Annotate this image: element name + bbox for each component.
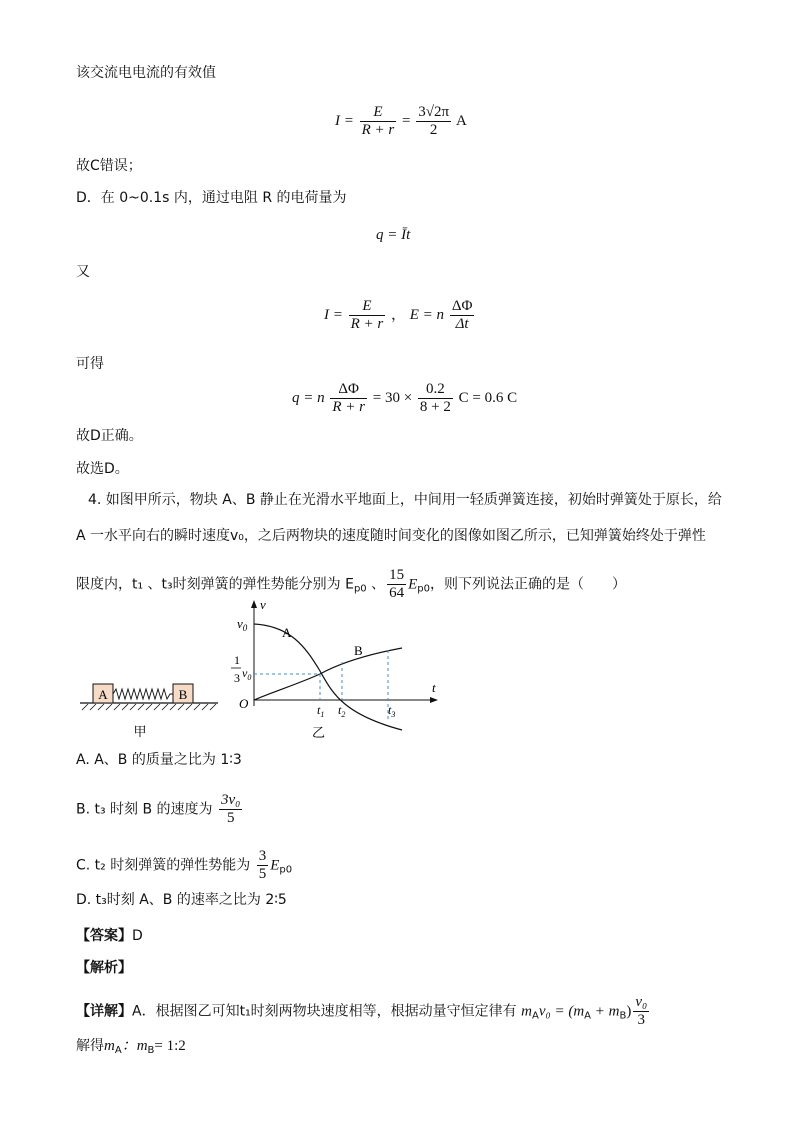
denominator: 64 — [389, 585, 405, 601]
numerator: 3 — [258, 848, 267, 864]
numerator: 0.2 — [418, 381, 453, 399]
fraction — [219, 792, 242, 827]
detail-label: 【详解】 — [76, 1003, 132, 1020]
v0-label: $v_0$ — [237, 616, 248, 633]
analysis-label: 【解析】 — [76, 960, 132, 976]
subscript: p0 — [279, 864, 293, 876]
eq-part: ) — [626, 1003, 632, 1020]
eq-lhs: I = — [324, 306, 343, 323]
result-text: 解得 — [76, 1038, 104, 1054]
eq-part: m — [104, 1038, 115, 1054]
option-c — [76, 848, 292, 883]
text-line: 故D正确。 — [76, 428, 143, 444]
t1-label: $t_1$ — [317, 703, 325, 719]
denominator: 8 + 2 — [419, 399, 451, 415]
denominator: R + r — [361, 122, 395, 138]
eq-lhs: q = n — [292, 389, 325, 406]
answer-value: D — [132, 928, 143, 944]
numerator: 3√2π — [418, 104, 450, 120]
equation-charge: q = Īt — [376, 227, 411, 243]
option-text: C. t₂ 时刻弹簧的弹性势能为 — [76, 857, 251, 874]
eq-part: + m — [591, 1003, 620, 1020]
answer-line — [76, 926, 143, 946]
option-a: A. A、B 的质量之比为 1∶3 — [76, 752, 242, 768]
block-a-label: A — [98, 687, 108, 702]
option-d: D. t₃时刻 A、B 的速率之比为 2∶5 — [76, 892, 287, 908]
text-segment: 限度内，t₁ 、t₃时刻弹簧的弹性势能分别为 E — [76, 576, 354, 593]
subscript: p0 — [353, 583, 367, 595]
numerator: 3v₀ — [221, 792, 241, 808]
numerator: ΔΦ — [451, 298, 473, 314]
denominator: 5 — [258, 866, 267, 882]
denominator: 2 — [429, 122, 438, 138]
detail-text: A．根据图乙可知t₁时刻两物块速度相等，根据动量守恒定律有 — [132, 1003, 517, 1020]
curve-b — [254, 648, 402, 700]
result-line — [76, 1036, 186, 1061]
denominator: R + r — [332, 399, 365, 415]
eq-part: ：m — [121, 1038, 148, 1054]
t-axis-arrow — [430, 697, 438, 703]
text-line: 又 — [76, 264, 90, 280]
numerator: E — [360, 104, 397, 122]
answer-label: 【答案】 — [76, 928, 132, 944]
equation-average — [324, 298, 476, 333]
eq-sign: = — [402, 112, 411, 129]
eq-lhs: I = — [335, 112, 354, 129]
eq-part: v₀ = (m — [538, 1003, 585, 1020]
fraction — [450, 298, 475, 333]
axis-t-label: t — [432, 680, 436, 695]
figure-diagram — [70, 596, 450, 746]
subscript: B — [619, 1010, 627, 1022]
text-line: 故选D。 — [76, 461, 129, 477]
block-b-label: B — [178, 687, 188, 702]
unit: A — [455, 112, 467, 129]
one-third-den: 3 — [234, 671, 240, 685]
eq-lhs: E = n — [409, 306, 445, 323]
numerator: 15 — [389, 567, 405, 583]
fraction — [418, 381, 453, 416]
option-text: E — [270, 857, 280, 874]
subscript: A — [531, 1010, 539, 1022]
t2-label: $t_2$ — [338, 703, 346, 719]
subscript: A — [584, 1010, 591, 1022]
label-yi: 乙 — [312, 725, 326, 740]
numerator: E — [349, 298, 386, 316]
numerator: v₀ — [635, 994, 648, 1010]
v-axis-arrow — [251, 600, 257, 608]
text-line: 可得 — [76, 356, 104, 372]
label-jia: 甲 — [133, 724, 147, 739]
separator: ， — [391, 306, 407, 323]
subscript: p0 — [417, 583, 431, 595]
question-text: 4. 如图甲所示，物块 A、B 静止在光滑水平地面上，中间用一轻质弹簧连接，初始时弹簧处于原长，给 — [88, 492, 722, 508]
denominator: 5 — [226, 810, 235, 826]
equation-charge-result — [292, 381, 517, 416]
text-line: 该交流电电流的有效值 — [76, 65, 216, 81]
fraction — [416, 104, 451, 139]
eq-part: = 1:2 — [154, 1038, 186, 1054]
one-third-v0: $v_0$ — [242, 666, 252, 682]
equation-current-effective — [335, 104, 467, 139]
fraction — [349, 298, 386, 333]
text-line: D．在 0~0.1s 内，通过电阻 R 的电荷量为 — [76, 190, 347, 206]
text-segment: E — [408, 576, 418, 593]
option-text: B. t₃ 时刻 B 的速度为 — [76, 801, 213, 818]
curve-b-label: B — [354, 643, 363, 658]
t3-label: $t_3$ — [388, 703, 396, 719]
axis-v-label: v — [260, 597, 266, 612]
fraction — [360, 104, 397, 139]
denominator: R + r — [350, 316, 384, 332]
subscript: A — [114, 1045, 122, 1056]
text-segment: ，则下列说法正确的是（ ） — [430, 576, 627, 593]
numerator: ΔΦ — [330, 381, 367, 399]
denominator: Δt — [455, 316, 469, 332]
origin-label: O — [239, 696, 249, 711]
subscript: B — [147, 1045, 155, 1056]
curve-a — [254, 624, 402, 730]
denominator: 3 — [637, 1012, 646, 1028]
fraction — [330, 381, 367, 416]
one-third-num: 1 — [234, 653, 240, 667]
spring — [113, 689, 173, 699]
fraction — [633, 994, 649, 1029]
option-b — [76, 792, 244, 827]
eq-middle: = 30 × — [372, 389, 413, 406]
text-line: 故C错误； — [76, 158, 142, 174]
eq-tail: C = 0.6 C — [458, 389, 518, 406]
curve-a-label: A — [282, 625, 292, 640]
eq-part: m — [521, 1003, 532, 1020]
question-text: A 一水平向右的瞬时速度v₀，之后两物块的速度随时间变化的图像如图乙所示，已知弹簧始终处于弹性 — [76, 528, 706, 544]
text-segment: 、 — [366, 576, 386, 593]
detail-line — [76, 994, 651, 1029]
ground — [80, 703, 218, 710]
fraction — [257, 848, 269, 883]
